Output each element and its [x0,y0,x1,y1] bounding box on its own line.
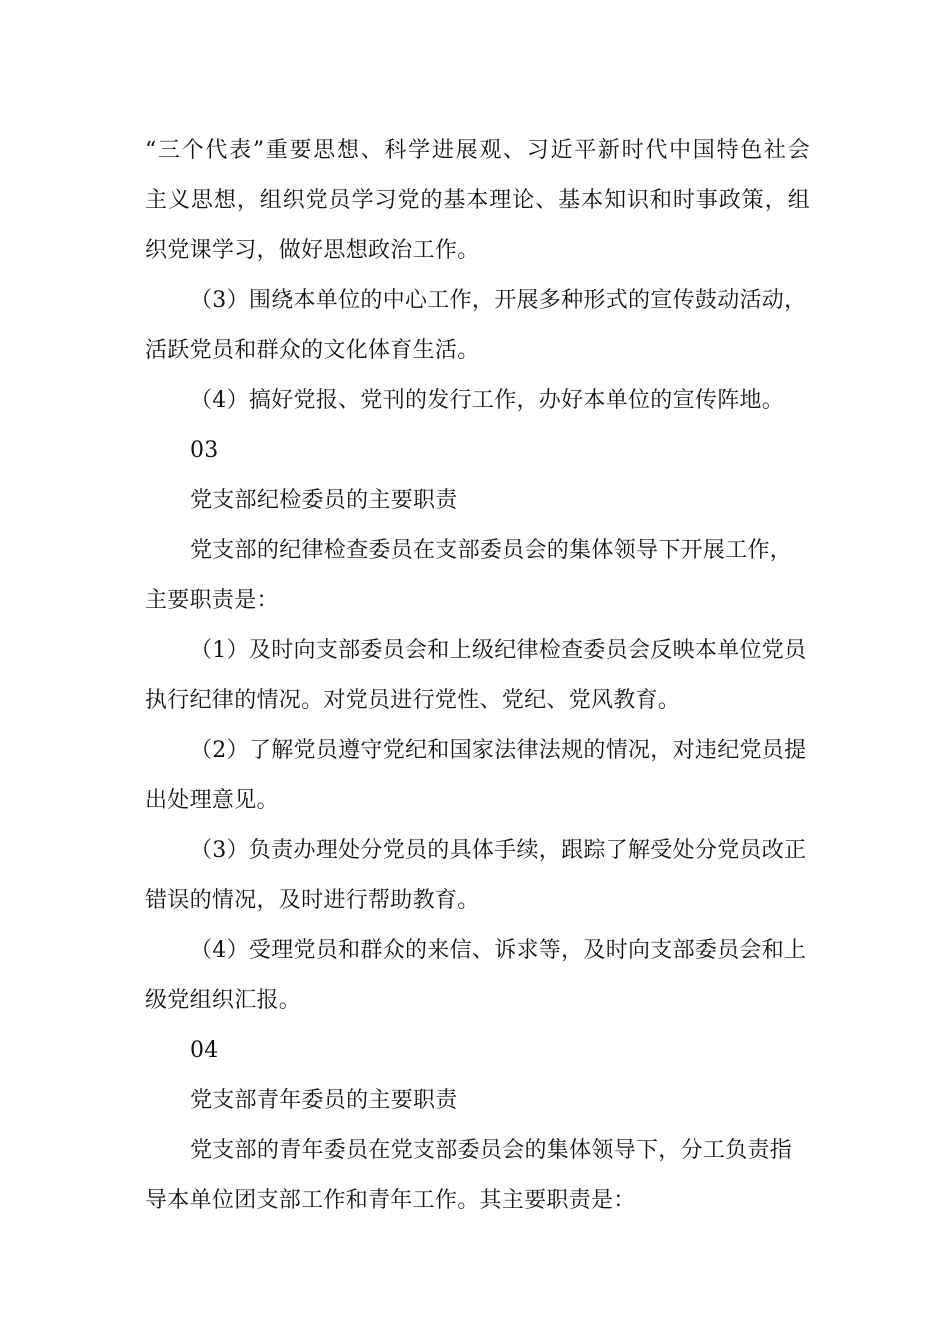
text-line: 执行纪律的情况。对党员进行党性、党纪、党风教育。 [145,688,681,713]
paragraph-item-4: （4）搞好党报、党刊的发行工作，办好本单位的宣传阵地。 [190,388,785,413]
text-line: 导本单位团支部工作和青年工作。其主要职责是： [145,1188,636,1213]
paragraph-item-3: （3）围绕本单位的中心工作，开展多种形式的宣传鼓动活动， [190,288,807,313]
text-line: 出处理意见。 [145,788,279,813]
text-line: “三个代表”重要思想、科学进展观、习近平新时代中国特色社会 [145,138,810,163]
section-number: 04 [190,1038,219,1063]
text-line: 党支部的青年委员在党支部委员会的集体领导下，分工负责指 [190,1138,793,1163]
paragraph-item-1: （1）及时向支部委员会和上级纪律检查委员会反映本单位党员 [190,638,807,663]
text-line: 活跃党员和群众的文化体育生活。 [145,338,480,363]
text-line: 主义思想，组织党员学习党的基本理论、基本知识和时事政策，组 [145,188,810,213]
text-line: 党支部的纪律检查委员在支部委员会的集体领导下开展工作， [190,538,793,563]
paragraph-item-4: （4）受理党员和群众的来信、诉求等，及时向支部委员会和上 [190,938,807,963]
text-line: 主要职责是： [145,588,279,613]
paragraph-item-2: （2）了解党员遵守党纪和国家法律法规的情况，对违纪党员提 [190,738,807,763]
paragraph-item-3: （3）负责办理处分党员的具体手续，跟踪了解受处分党员改正 [190,838,807,863]
section-heading: 党支部青年委员的主要职责 [190,1088,458,1113]
section-number: 03 [190,438,219,463]
text-line: 织党课学习，做好思想政治工作。 [145,238,480,263]
text-line: 级党组织汇报。 [145,988,302,1013]
section-heading: 党支部纪检委员的主要职责 [190,488,458,513]
text-line: 错误的情况，及时进行帮助教育。 [145,888,480,913]
